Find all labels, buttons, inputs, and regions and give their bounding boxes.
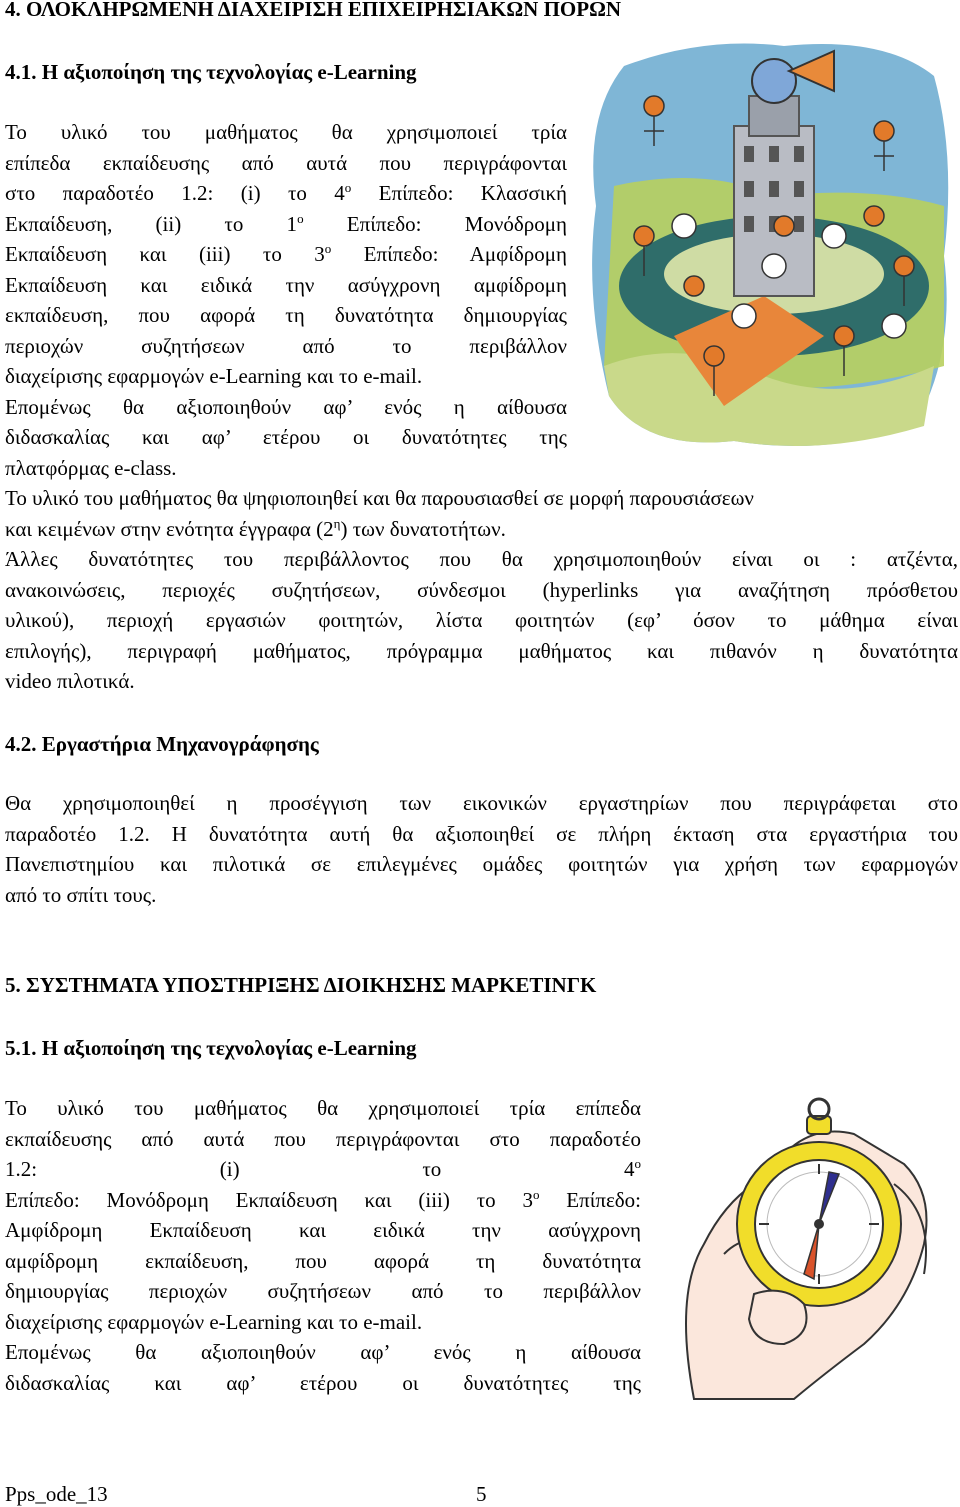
- paragraph-4-2: [5, 788, 958, 910]
- text-line: Επομένως θα αξιοποιηθούν αφ’ ενός η αίθουσα: [5, 394, 567, 419]
- text-line: δημιουργίας περιοχών συζητήσεων από το περιβάλλον: [5, 1279, 641, 1303]
- text-line: Θα χρησιμοποιηθεί η προσέγγιση των εικονικών εργαστηρίων που περιγράφεται στο: [5, 791, 958, 815]
- text-line: Επομένως θα αξιοποιηθούν αφ’ ενός η αίθουσα: [5, 1340, 641, 1364]
- text-line: διδασκαλίας και αφ’ ετέρου οι δυνατότητες της: [5, 425, 567, 449]
- text-line: Το υλικό του μαθήματος θα ψηφιοποιηθεί και θα παρουσιασθεί σε μορφή παρουσιάσεων: [5, 486, 754, 510]
- paragraph-4-1-intro: [5, 117, 567, 483]
- text-line: από το σπίτι τους.: [5, 882, 157, 907]
- text-line: περιοχών συζητήσεων από το περιβάλλον: [5, 333, 567, 358]
- text-line: παραδοτέο 1.2. Η δυνατότητα αυτή θα αξιοποιηθεί σε πλήρη έκταση στα εργαστήρια του: [5, 821, 958, 846]
- text-line: διδασκαλίας και αφ’ ετέρου οι δυνατότητες της: [5, 1370, 641, 1395]
- text-line: στο παραδοτέο 1.2: (i) το $4^o$ Επίπεδο: Κλασσική: [5, 180, 568, 205]
- text-line: επίπεδα εκπαίδευσης από αυτά που περιγράφονται: [5, 150, 567, 175]
- elearning-illustration: [584, 36, 958, 456]
- heading-section-4-2: 4.2. Εργαστήρια Μηχανογράφησης: [5, 732, 319, 756]
- text-line: Το υλικό του μαθήματος θα χρησιμοποιεί τρία: [5, 120, 567, 144]
- text-line: υλικού), περιοχή εργασιών φοιτητών, λίστα φοιτητών (εφ’ όσον το μάθημα είναι: [5, 608, 958, 632]
- text-line: πλατφόρμας e-class.: [5, 455, 177, 480]
- paragraph-4-1-continued: [5, 483, 958, 697]
- text-line: Το υλικό του μαθήματος θα χρησιμοποιεί τρία επίπεδα: [5, 1096, 641, 1120]
- text-line: video πιλοτικά.: [5, 669, 135, 693]
- compass-illustration: [664, 1094, 958, 1404]
- text-line: ανακοινώσεις, περιοχές συζητήσεων, σύνδεσμοι (hyperlinks για αναζήτηση πρόσθετου: [5, 577, 958, 602]
- text-line: επιλογής), περιγραφή μαθήματος, πρόγραμμα μαθήματος και πιθανόν η δυνατότητα: [5, 638, 958, 663]
- text-line: Αμφίδρομη Εκπαίδευση και ειδικά την ασύγχρονη: [5, 1218, 641, 1242]
- heading-section-4-1: 4.1. Η αξιοποίηση της τεχνολογίας e-Learning: [5, 60, 417, 84]
- paragraph-5-1: [5, 1093, 641, 1398]
- text-line: εκπαίδευσης από αυτά που περιγράφονται στο παραδοτέο: [5, 1126, 641, 1151]
- heading-section-5: 5. ΣΥΣΤΗΜΑΤΑ ΥΠΟΣΤΗΡΙΞΗΣ ΔΙΟΙΚΗΣΗΣ ΜΑΡΚΕΤΙΝΓΚ: [5, 973, 597, 997]
- text-line: 1.2: (i) το $4^o$: [5, 1156, 641, 1181]
- text-line: και κειμένων στην ενότητα έγγραφα $(2^\eta)$ των δυνατοτήτων.: [5, 515, 506, 541]
- text-line: διαχείρισης εφαρμογών e-Learning και το e-mail.: [5, 364, 423, 388]
- text-line: Εκπαίδευση και (iii) το $3^o$ Επίπεδο: Αμφίδρομη: [5, 241, 567, 266]
- text-line: Εκπαίδευση, (ii) το $1^o$ Επίπεδο: Μονόδρομη: [5, 210, 568, 236]
- footer-page-number: 5: [476, 1482, 487, 1506]
- text-line: Εκπαίδευση και ειδικά την ασύγχρονη αμφίδρομη: [5, 272, 567, 297]
- text-line: Πανεπιστημίου και πιλοτικά σε επιλεγμένες ομάδες φοιτητών για χρήση των εφαρμογών: [5, 852, 958, 876]
- text-line: διαχείρισης εφαρμογών e-Learning και το e-mail.: [5, 1309, 423, 1334]
- footer-document-id: Pps_ode_13: [5, 1482, 108, 1506]
- text-line: Άλλες δυνατότητες του περιβάλλοντος που θα χρησιμοποιηθούν είναι οι : ατζέντα,: [5, 547, 958, 571]
- text-line: αμφίδρομη εκπαίδευση, που αφορά τη δυνατότητα: [5, 1248, 641, 1273]
- text-line: Επίπεδο: Μονόδρομη Εκπαίδευση και (iii) το $3^o$ Επίπεδο:: [5, 1186, 641, 1212]
- heading-section-5-1: 5.1. Η αξιοποίηση της τεχνολογίας e-Learning: [5, 1036, 417, 1060]
- text-line: εκπαίδευση, που αφορά τη δυνατότητα δημιουργίας: [5, 303, 567, 327]
- heading-section-4: 4. ΟΛΟΚΛΗΡΩΜΕΝΗ ΔΙΑΧΕΙΡΙΣΗ ΕΠΙΧΕΙΡΗΣΙΑΚΩΝ ΠΟΡΩΝ: [5, 0, 622, 21]
